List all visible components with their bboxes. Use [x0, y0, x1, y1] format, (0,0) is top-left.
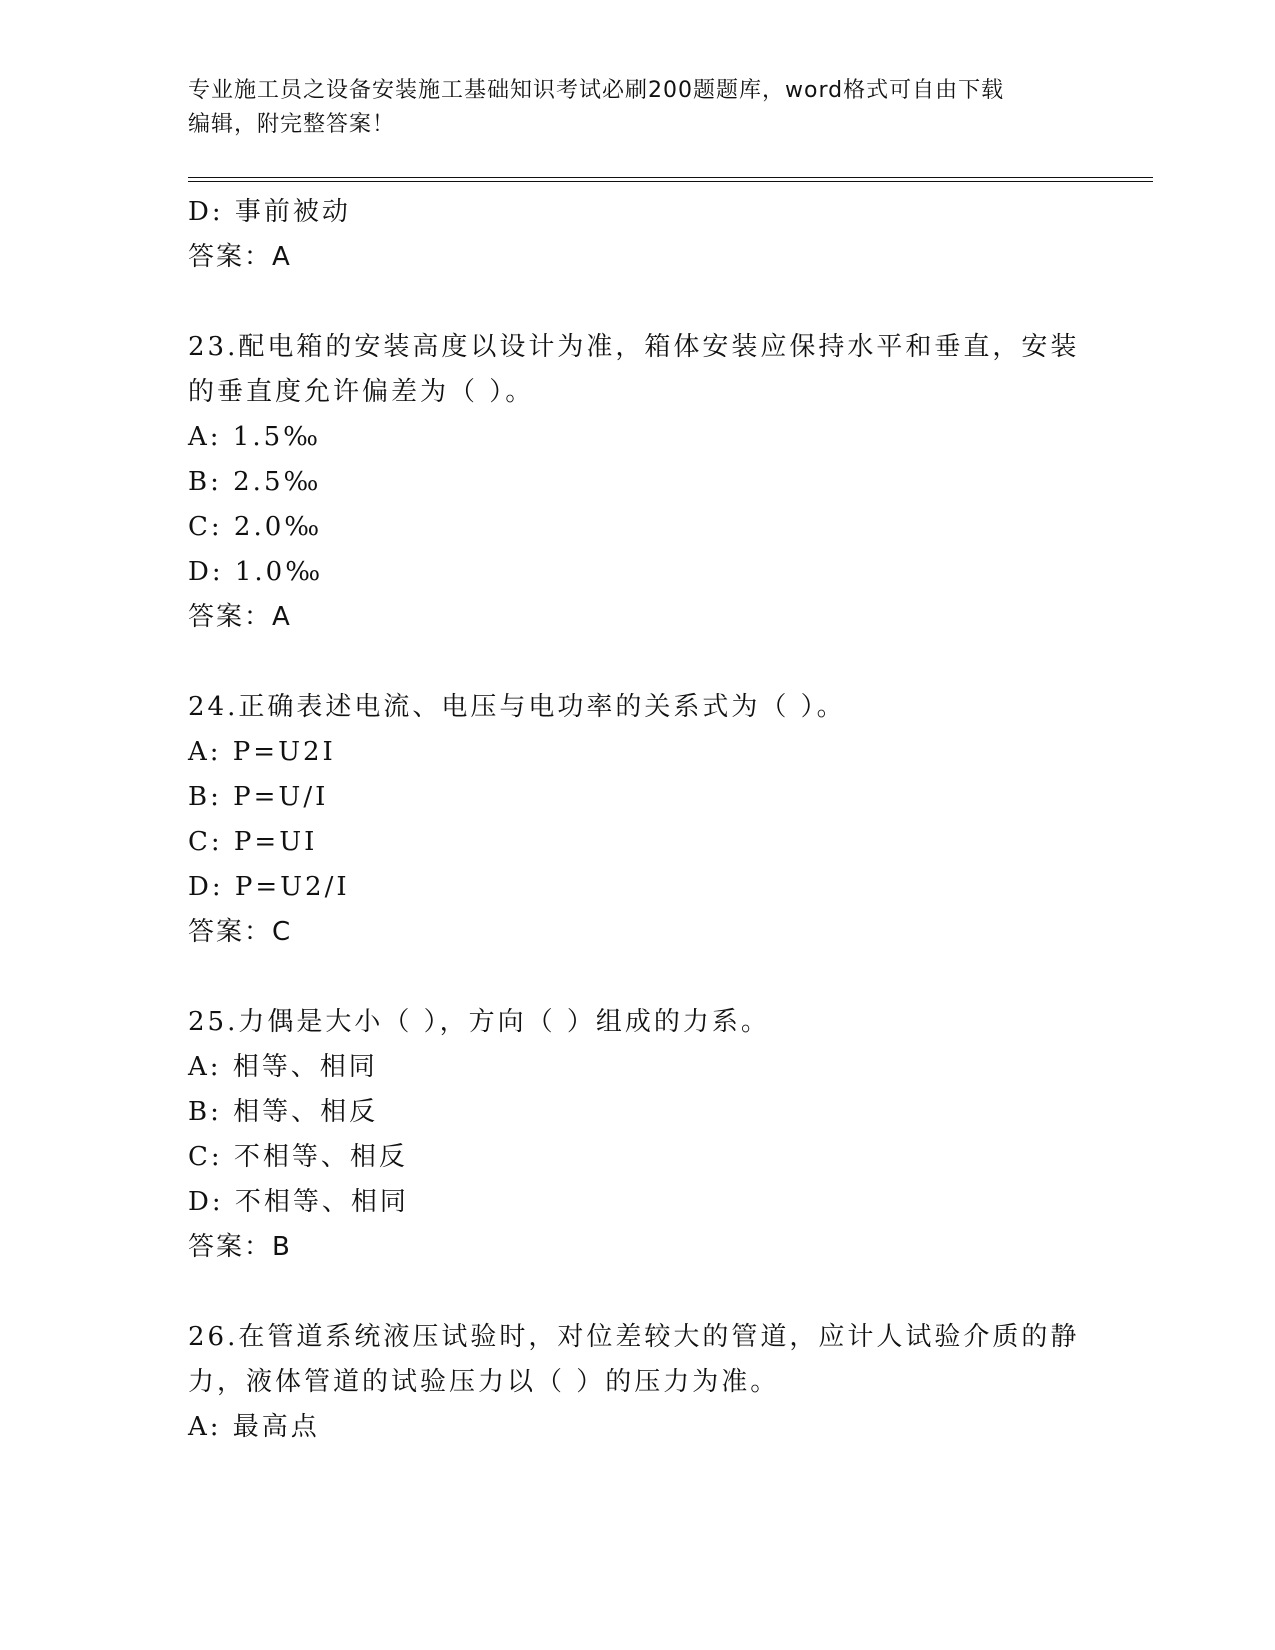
header-divider-top	[188, 177, 1153, 178]
question-25	[188, 1000, 1088, 1270]
question-22-tail	[188, 190, 1088, 280]
option-a: A: P=U2I	[188, 737, 336, 767]
answer-line: 答案：A	[188, 242, 292, 272]
question-stem: 23.配电箱的安装高度以设计为准，箱体安装应保持水平和垂直，安装	[188, 332, 1080, 362]
option-b: B: P=U/I	[188, 782, 329, 812]
question-23	[188, 325, 1088, 640]
question-stem: 24.正确表述电流、电压与电功率的关系式为（ ）。	[188, 692, 846, 722]
option-d: D: 不相等、相同	[188, 1187, 409, 1217]
option-b: B: 相等、相反	[188, 1097, 379, 1127]
header-title-line-2: 编辑，附完整答案！	[188, 112, 396, 137]
option-d: D: P=U2/I	[188, 872, 350, 902]
option-a: A: 最高点	[188, 1412, 320, 1442]
option-c: C: 2.0‰	[188, 512, 323, 542]
option-a: A: 相等、相同	[188, 1052, 378, 1082]
question-stem: 26.在管道系统液压试验时，对位差较大的管道，应计人试验介质的静	[188, 1322, 1080, 1352]
option-a: A: 1.5‰	[188, 422, 322, 452]
answer-line: 答案：A	[188, 602, 292, 632]
answer-line: 答案：B	[188, 1232, 292, 1262]
question-stem: 25.力偶是大小（ ），方向（ ）组成的力系。	[188, 1007, 770, 1037]
answer-line: 答案：C	[188, 917, 293, 947]
question-24	[188, 685, 1088, 955]
option-b: B: 2.5‰	[188, 467, 322, 497]
question-stem: 的垂直度允许偏差为（ ）。	[188, 377, 535, 407]
document-header	[188, 74, 1068, 142]
question-stem: 力，液体管道的试验压力以（ ）的压力为准。	[188, 1367, 780, 1397]
option-c: C: P=UI	[188, 827, 318, 857]
header-divider-bottom	[188, 181, 1153, 182]
question-26	[188, 1315, 1088, 1450]
header-title-line-1: 专业施工员之设备安装施工基础知识考试必刷200题题库，word格式可自由下载	[188, 78, 1005, 103]
question-list	[188, 190, 1088, 1450]
option-d: D: 事前被动	[188, 197, 351, 227]
option-c: C: 不相等、相反	[188, 1142, 408, 1172]
option-d: D: 1.0‰	[188, 557, 324, 587]
